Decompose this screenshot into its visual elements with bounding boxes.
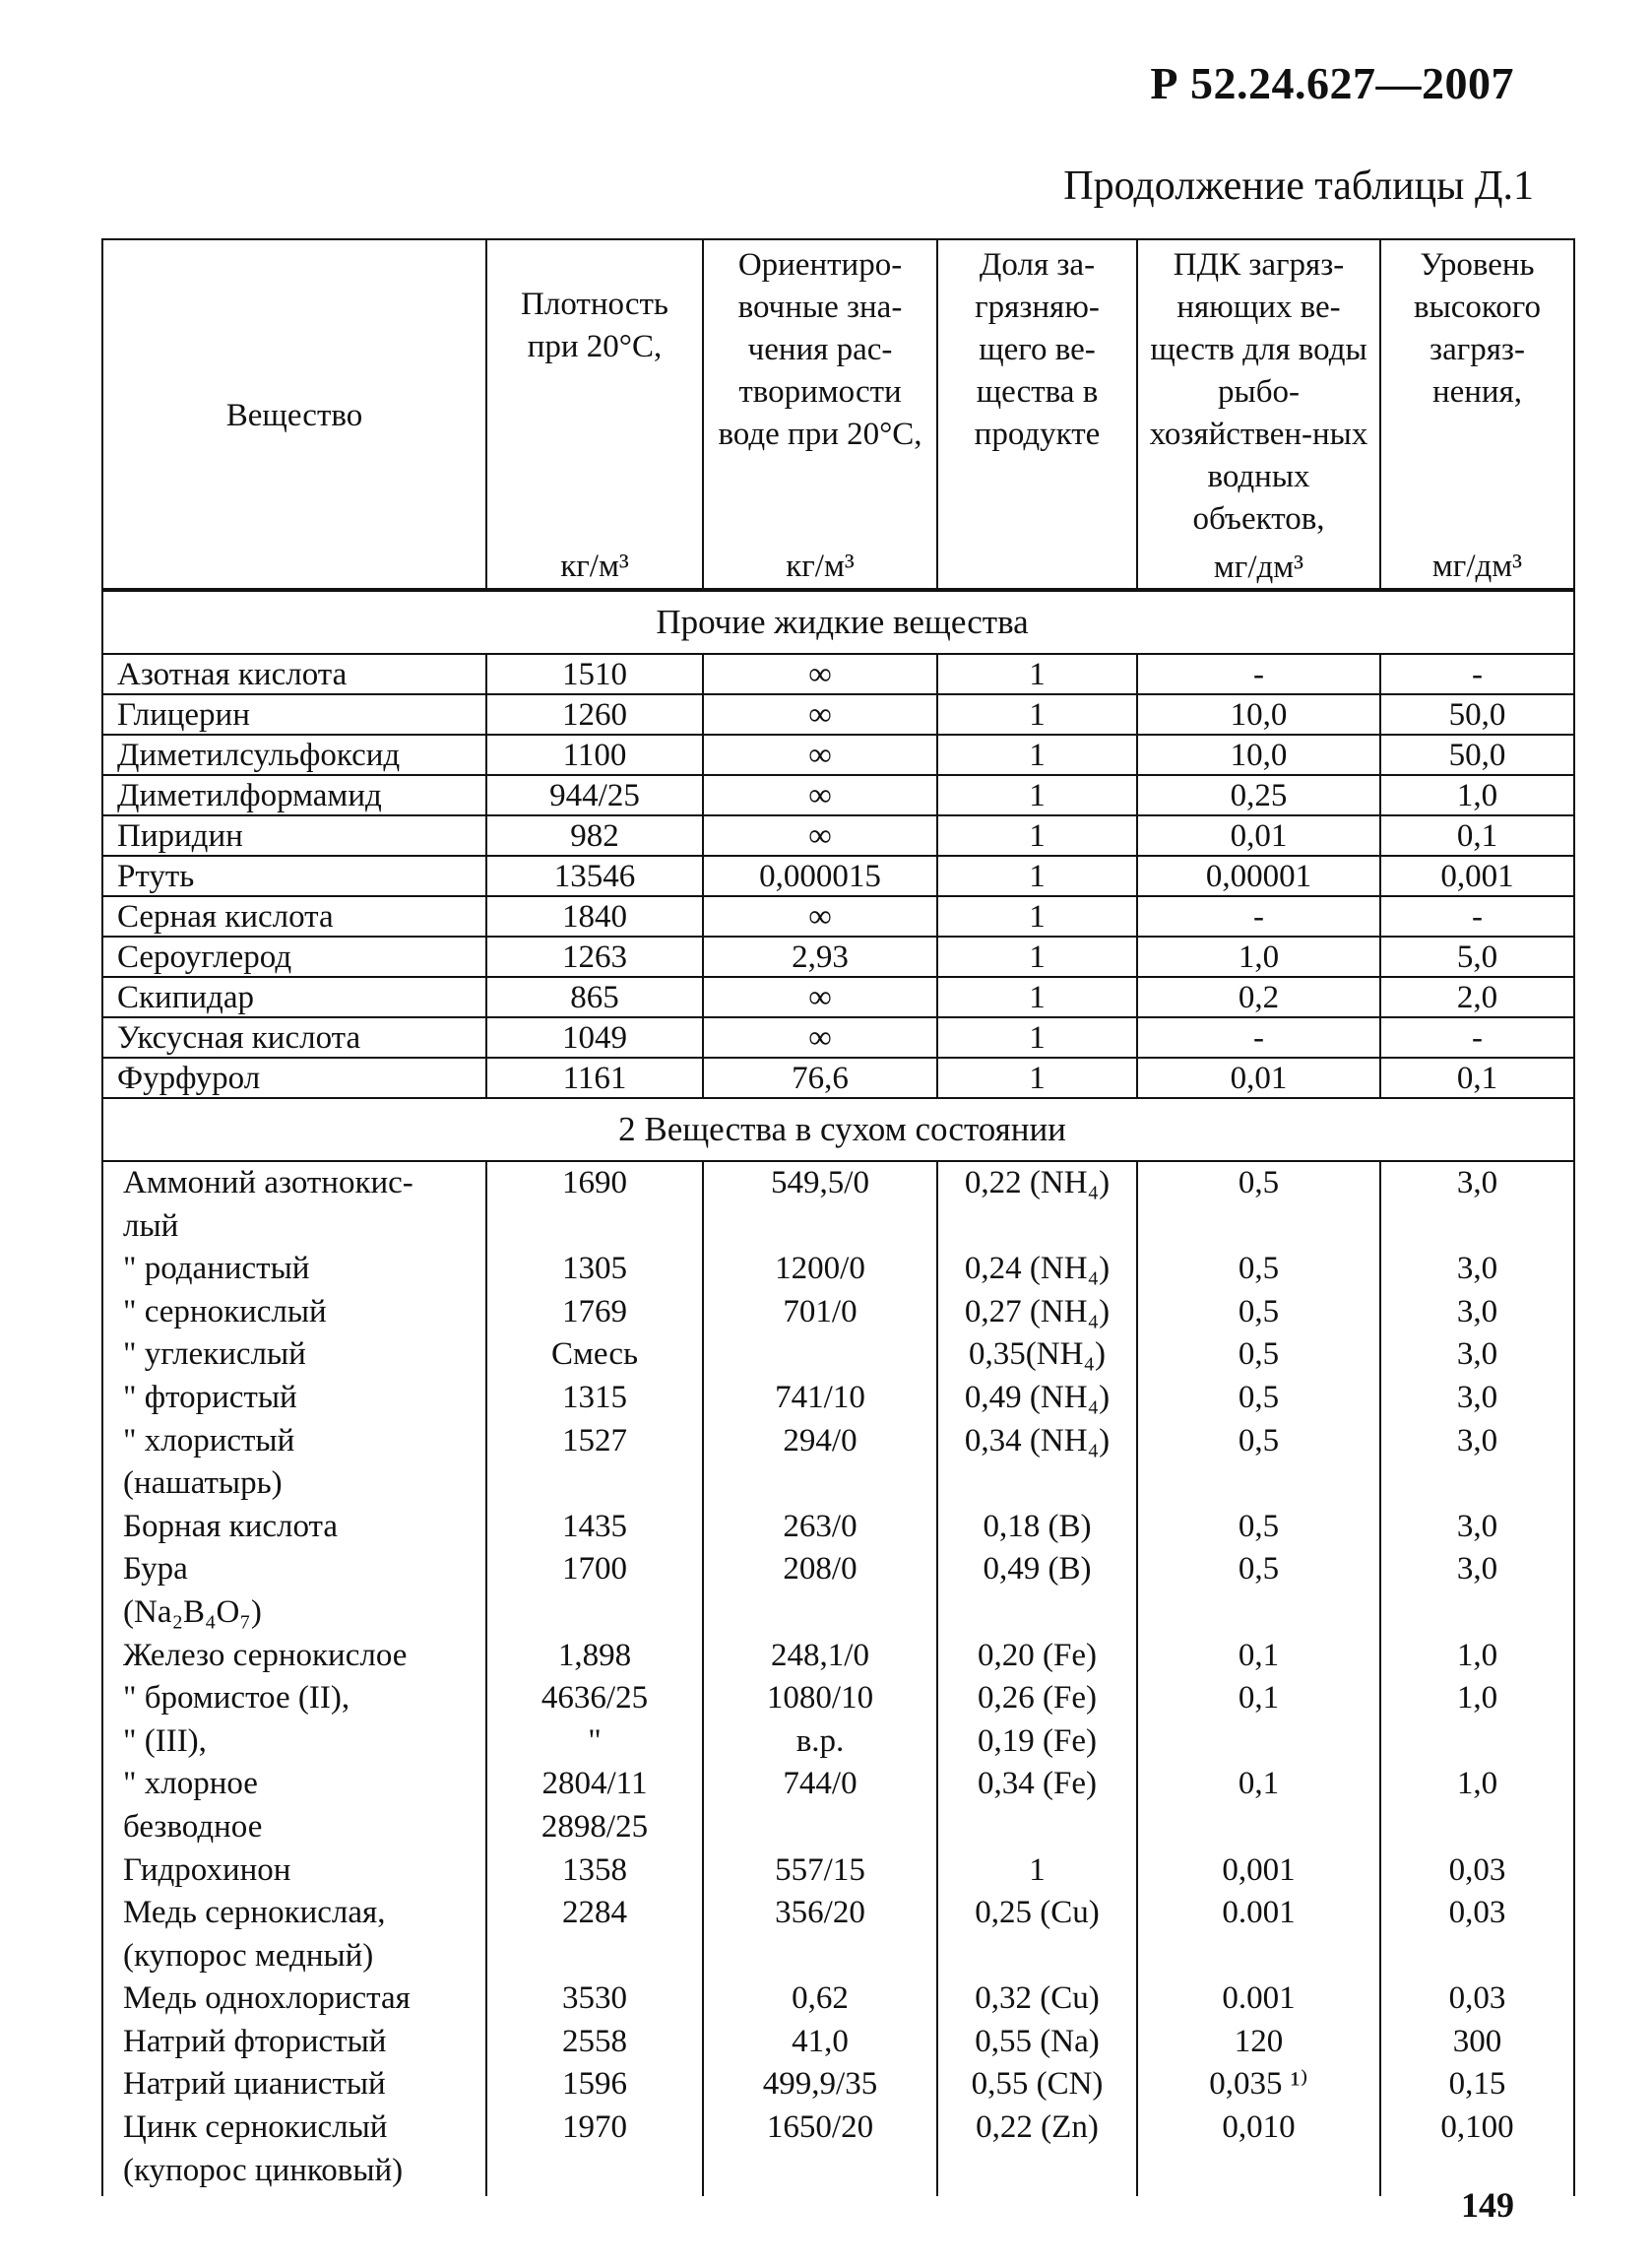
cell-high-pollution: 3,0 (1380, 1548, 1574, 1634)
cell-mpc: 0,010 (1137, 2106, 1380, 2196)
cell-density: 1161 (486, 1058, 703, 1098)
cell-fraction: 1 (937, 694, 1137, 735)
cell-substance: " углекислый (102, 1333, 486, 1377)
table-row (102, 1849, 1574, 1893)
table-row (102, 1506, 1574, 1549)
cell-substance: Уксусная кислота (102, 1017, 486, 1058)
cell-fraction: 0,22 (NH₄) (937, 1161, 1137, 1248)
table-caption: Продолжение таблицы Д.1 (1063, 163, 1534, 209)
cell-fraction: 1 (937, 856, 1137, 896)
cell-density: 4636/25 (486, 1677, 703, 1720)
table-row (102, 1058, 1574, 1098)
cell-substance: " (III), (102, 1720, 486, 1764)
cell-fraction: 0,26 (Fe) (937, 1677, 1137, 1720)
cell-high-pollution: 3,0 (1380, 1506, 1574, 1549)
cell-fraction: 1 (937, 654, 1137, 694)
table-row (102, 896, 1574, 937)
cell-high-pollution: 3,0 (1380, 1291, 1574, 1334)
table-row (102, 1635, 1574, 1678)
cell-fraction: 1 (937, 896, 1137, 937)
cell-high-pollution (1380, 1720, 1574, 1764)
column-header-unit: мг/дм³ (1213, 550, 1304, 585)
cell-high-pollution: 3,0 (1380, 1248, 1574, 1291)
cell-solubility: 294/0 (703, 1420, 937, 1506)
cell-substance: " сернокислый (102, 1291, 486, 1334)
table-row (102, 2021, 1574, 2064)
cell-solubility: в.р. (703, 1720, 937, 1764)
column-header-title: Ориентиро-вочные зна-чения рас-творимости воде при 20°С, (718, 247, 922, 452)
cell-mpc: 0.001 (1137, 1977, 1380, 2021)
cell-solubility: 248,1/0 (703, 1635, 937, 1678)
cell-density: 1840 (486, 896, 703, 937)
cell-solubility: ∞ (703, 1017, 937, 1058)
cell-solubility: 499,9/35 (703, 2063, 937, 2106)
cell-mpc: 0,01 (1137, 815, 1380, 856)
cell-solubility: 263/0 (703, 1506, 937, 1549)
column-header-unit: мг/дм³ (1431, 549, 1523, 584)
cell-fraction: 0,20 (Fe) (937, 1635, 1137, 1678)
cell-substance: Пиридин (102, 815, 486, 856)
table-row (102, 2063, 1574, 2106)
cell-density: 1049 (486, 1017, 703, 1058)
cell-fraction: 0,27 (NH₄) (937, 1291, 1137, 1334)
page-number: 149 (1461, 2185, 1514, 2225)
table-row (102, 1017, 1574, 1058)
cell-solubility (703, 1333, 937, 1377)
cell-solubility: 208/0 (703, 1548, 937, 1634)
cell-density: " (486, 1720, 703, 1764)
cell-substance: Сероуглерод (102, 937, 486, 977)
cell-high-pollution: 0,001 (1380, 856, 1574, 896)
cell-solubility: 41,0 (703, 2021, 937, 2064)
cell-substance: Фурфурол (102, 1058, 486, 1098)
table-row (102, 1548, 1574, 1634)
cell-high-pollution: 50,0 (1380, 694, 1574, 735)
cell-solubility: 741/10 (703, 1377, 937, 1420)
cell-substance: Натрий фтористый (102, 2021, 486, 2064)
cell-mpc: 0,5 (1137, 1333, 1380, 1377)
cell-mpc: 0,2 (1137, 977, 1380, 1017)
cell-solubility: ∞ (703, 977, 937, 1017)
cell-substance: Скипидар (102, 977, 486, 1017)
cell-high-pollution: 3,0 (1380, 1333, 1574, 1377)
column-header-fraction (937, 239, 1137, 590)
header-row (102, 239, 1574, 590)
column-header-density (486, 239, 703, 590)
cell-solubility: 0,000015 (703, 856, 937, 896)
cell-mpc: 0,035 ¹⁾ (1137, 2063, 1380, 2106)
table-row (102, 654, 1574, 694)
cell-solubility: ∞ (703, 735, 937, 775)
cell-density: 1510 (486, 654, 703, 694)
table-row (102, 735, 1574, 775)
cell-solubility: ∞ (703, 896, 937, 937)
cell-substance: Азотная кислота (102, 654, 486, 694)
cell-fraction: 0,25 (Cu) (937, 1892, 1137, 1977)
cell-solubility: ∞ (703, 775, 937, 815)
cell-mpc (1137, 1720, 1380, 1764)
cell-fraction: 0,22 (Zn) (937, 2106, 1137, 2196)
cell-density: 982 (486, 815, 703, 856)
cell-density: 3530 (486, 1977, 703, 2021)
cell-substance: " бромистое (II), (102, 1677, 486, 1720)
cell-density: 1305 (486, 1248, 703, 1291)
cell-density: Смесь (486, 1333, 703, 1377)
cell-high-pollution: 3,0 (1380, 1161, 1574, 1248)
cell-high-pollution: - (1380, 654, 1574, 694)
cell-fraction: 1 (937, 1017, 1137, 1058)
column-header-title: Плотность при 20°С, (521, 287, 668, 364)
cell-substance: Глицерин (102, 694, 486, 735)
cell-fraction: 0,18 (В) (937, 1506, 1137, 1549)
cell-substance: Ртуть (102, 856, 486, 896)
cell-fraction: 0,49 (В) (937, 1548, 1137, 1634)
cell-fraction: 0,55 (Na) (937, 2021, 1137, 2064)
cell-density: 1315 (486, 1377, 703, 1420)
cell-high-pollution: 50,0 (1380, 735, 1574, 775)
cell-substance: Борная кислота (102, 1506, 486, 1549)
table-row (102, 1377, 1574, 1420)
section-title: Прочие жидкие вещества (102, 590, 1574, 654)
cell-fraction: 0,34 (NH₄) (937, 1420, 1137, 1506)
cell-solubility: 76,6 (703, 1058, 937, 1098)
cell-substance: Аммоний азотнокис- лый (102, 1161, 486, 1248)
section-heading-liquid (102, 590, 1574, 654)
cell-fraction: 0,24 (NH₄) (937, 1248, 1137, 1291)
cell-mpc: 0,5 (1137, 1291, 1380, 1334)
cell-solubility: 557/15 (703, 1849, 937, 1893)
cell-high-pollution: 3,0 (1380, 1377, 1574, 1420)
cell-mpc: 0,1 (1137, 1763, 1380, 1848)
column-header-title: ПДК загряз-няющих ве-ществ для воды рыбо-хозяйствен-ных водных объектов, (1149, 247, 1368, 537)
cell-substance: Натрий цианистый (102, 2063, 486, 2106)
section-title: 2 Вещества в сухом состоянии (102, 1098, 1574, 1161)
table-row (102, 1763, 1574, 1848)
cell-fraction: 0,49 (NH₄) (937, 1377, 1137, 1420)
column-header-high-pollution (1380, 239, 1574, 590)
cell-mpc: 0.001 (1137, 1892, 1380, 1977)
cell-fraction: 1 (937, 735, 1137, 775)
column-header-unit: кг/м³ (786, 549, 855, 584)
cell-density: 1690 (486, 1161, 703, 1248)
cell-density: 1970 (486, 2106, 703, 2196)
section-heading-dry (102, 1098, 1574, 1161)
cell-substance: " хлорное безводное (102, 1763, 486, 1848)
cell-high-pollution: 2,0 (1380, 977, 1574, 1017)
cell-high-pollution: 1,0 (1380, 1677, 1574, 1720)
cell-mpc: 120 (1137, 2021, 1380, 2064)
cell-substance: Бура (Na₂B₄O₇) (102, 1548, 486, 1634)
table-row (102, 1720, 1574, 1764)
cell-solubility: 1080/10 (703, 1677, 937, 1720)
cell-solubility: 701/0 (703, 1291, 937, 1334)
cell-high-pollution: 300 (1380, 2021, 1574, 2064)
cell-high-pollution: 5,0 (1380, 937, 1574, 977)
substance-table (101, 238, 1575, 2196)
cell-mpc: 0,5 (1137, 1248, 1380, 1291)
cell-mpc: 0,001 (1137, 1849, 1380, 1893)
cell-mpc: 0,5 (1137, 1548, 1380, 1634)
table-row (102, 1333, 1574, 1377)
table-row (102, 815, 1574, 856)
cell-high-pollution: 1,0 (1380, 775, 1574, 815)
cell-solubility: ∞ (703, 654, 937, 694)
cell-density: 1,898 (486, 1635, 703, 1678)
cell-high-pollution: 0,03 (1380, 1977, 1574, 2021)
cell-solubility: 549,5/0 (703, 1161, 937, 1248)
cell-high-pollution: 0,03 (1380, 1849, 1574, 1893)
cell-density: 1596 (486, 2063, 703, 2106)
cell-mpc: 0,5 (1137, 1161, 1380, 1248)
cell-high-pollution: 1,0 (1380, 1635, 1574, 1678)
cell-solubility: 2,93 (703, 937, 937, 977)
cell-substance: Диметилсульфоксид (102, 735, 486, 775)
cell-solubility: ∞ (703, 694, 937, 735)
cell-density: 2284 (486, 1892, 703, 1977)
cell-density: 2558 (486, 2021, 703, 2064)
cell-substance: Железо сернокислое (102, 1635, 486, 1678)
cell-substance: " хлористый (нашатырь) (102, 1420, 486, 1506)
cell-density: 1263 (486, 937, 703, 977)
cell-solubility: ∞ (703, 815, 937, 856)
column-header-title: Уровень высокого загряз-нения, (1414, 247, 1541, 410)
cell-substance: " роданистый (102, 1248, 486, 1291)
cell-high-pollution: 1,0 (1380, 1763, 1574, 1848)
table-row (102, 1420, 1574, 1506)
cell-substance: Медь сернокислая, (купорос медный) (102, 1892, 486, 1977)
cell-mpc: 0,25 (1137, 775, 1380, 815)
table-row (102, 1248, 1574, 1291)
cell-fraction: 1 (937, 937, 1137, 977)
table-row (102, 1677, 1574, 1720)
cell-density: 2804/11 2898/25 (486, 1763, 703, 1848)
cell-high-pollution: 0,03 (1380, 1892, 1574, 1977)
cell-density: 1260 (486, 694, 703, 735)
cell-high-pollution: 0,15 (1380, 2063, 1574, 2106)
cell-mpc: - (1137, 654, 1380, 694)
cell-fraction: 0,19 (Fe) (937, 1720, 1137, 1764)
cell-mpc: 0,00001 (1137, 856, 1380, 896)
table-row (102, 1291, 1574, 1334)
cell-fraction: 0,35(NH₄) (937, 1333, 1137, 1377)
cell-fraction: 0,32 (Cu) (937, 1977, 1137, 2021)
cell-substance: Серная кислота (102, 896, 486, 937)
cell-fraction: 0,55 (CN) (937, 2063, 1137, 2106)
cell-mpc: 10,0 (1137, 694, 1380, 735)
cell-high-pollution: - (1380, 1017, 1574, 1058)
cell-mpc: 0,5 (1137, 1377, 1380, 1420)
cell-high-pollution: 3,0 (1380, 1420, 1574, 1506)
cell-fraction: 1 (937, 977, 1137, 1017)
cell-substance: Диметилформамид (102, 775, 486, 815)
column-header-substance (102, 239, 486, 590)
cell-fraction: 1 (937, 1849, 1137, 1893)
cell-substance: Цинк сернокислый (купорос цинковый) (102, 2106, 486, 2196)
cell-fraction: 1 (937, 1058, 1137, 1098)
table-row (102, 977, 1574, 1017)
cell-fraction: 0,34 (Fe) (937, 1763, 1137, 1848)
cell-density: 1435 (486, 1506, 703, 1549)
cell-mpc: 10,0 (1137, 735, 1380, 775)
cell-density: 1700 (486, 1548, 703, 1634)
table-row (102, 1977, 1574, 2021)
cell-mpc: 0,1 (1137, 1677, 1380, 1720)
cell-high-pollution: 0,100 (1380, 2106, 1574, 2196)
cell-solubility: 744/0 (703, 1763, 937, 1848)
cell-density: 1100 (486, 735, 703, 775)
cell-density: 13546 (486, 856, 703, 896)
cell-mpc: 0,5 (1137, 1506, 1380, 1549)
cell-high-pollution: 0,1 (1380, 1058, 1574, 1098)
cell-mpc: 0,1 (1137, 1635, 1380, 1678)
cell-solubility: 1200/0 (703, 1248, 937, 1291)
table-row (102, 2106, 1574, 2196)
cell-substance: " фтористый (102, 1377, 486, 1420)
table-row (102, 856, 1574, 896)
cell-solubility: 0,62 (703, 1977, 937, 2021)
table-row (102, 1161, 1574, 1248)
cell-density: 1527 (486, 1420, 703, 1506)
cell-mpc: - (1137, 1017, 1380, 1058)
cell-substance: Гидрохинон (102, 1849, 486, 1893)
column-header-unit: кг/м³ (560, 549, 629, 584)
cell-density: 944/25 (486, 775, 703, 815)
cell-high-pollution: - (1380, 896, 1574, 937)
cell-mpc: - (1137, 896, 1380, 937)
cell-high-pollution: 0,1 (1380, 815, 1574, 856)
table-row (102, 1892, 1574, 1977)
cell-substance: Медь однохлористая (102, 1977, 486, 2021)
cell-density: 1358 (486, 1849, 703, 1893)
cell-mpc: 0,01 (1137, 1058, 1380, 1098)
column-header-title: Доля за-грязняю-щего ве-щества в продукте (974, 247, 1101, 452)
cell-density: 1769 (486, 1291, 703, 1334)
cell-fraction: 1 (937, 775, 1137, 815)
cell-fraction: 1 (937, 815, 1137, 856)
table-row (102, 937, 1574, 977)
table-row (102, 775, 1574, 815)
cell-density: 865 (486, 977, 703, 1017)
column-header-solubility (703, 239, 937, 590)
cell-solubility: 356/20 (703, 1892, 937, 1977)
column-header-title: Вещество (225, 398, 363, 433)
document-code: Р 52.24.627—2007 (1150, 58, 1514, 108)
cell-mpc: 1,0 (1137, 937, 1380, 977)
column-header-mpc (1137, 239, 1380, 590)
table-row (102, 694, 1574, 735)
cell-mpc: 0,5 (1137, 1420, 1380, 1506)
cell-solubility: 1650/20 (703, 2106, 937, 2196)
